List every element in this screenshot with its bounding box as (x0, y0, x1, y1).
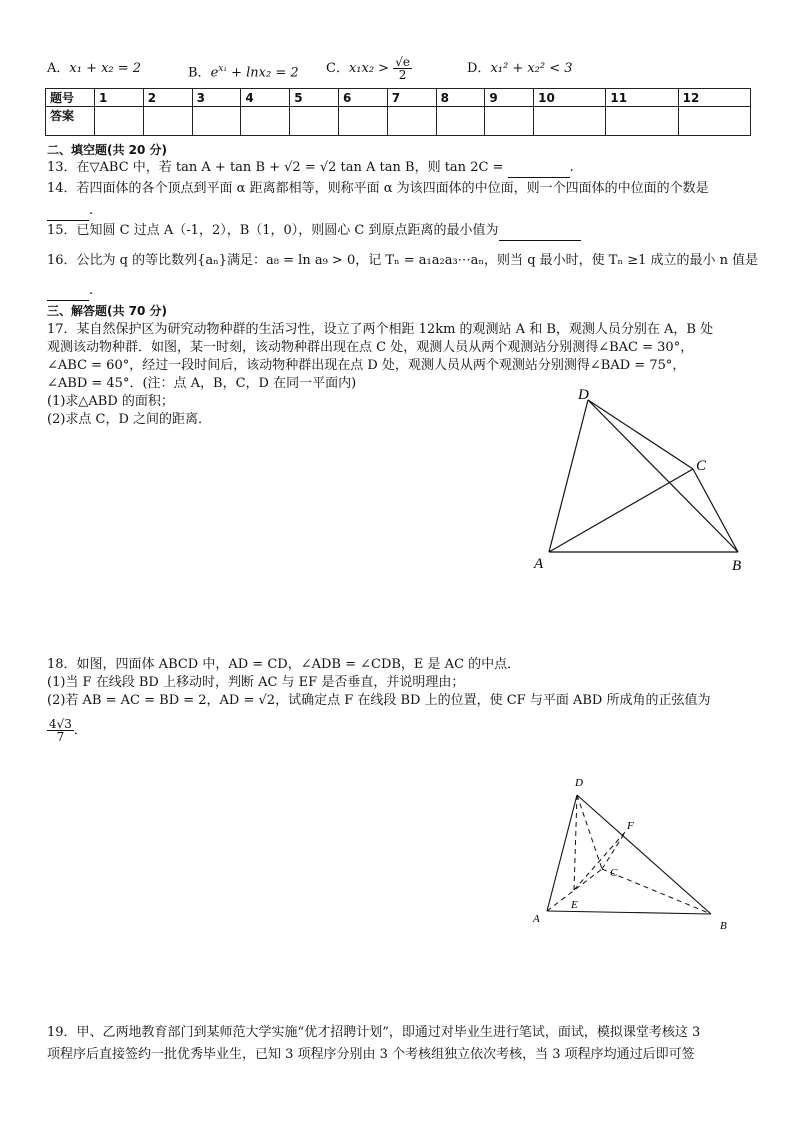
fig17-segment-dc (588, 400, 693, 469)
fig18-label-e: E (571, 899, 578, 911)
fig18-segment-de (574, 795, 577, 890)
answer-cell[interactable] (143, 107, 192, 136)
answer-cell[interactable] (290, 107, 339, 136)
table-number-cell: 1 (95, 89, 144, 107)
answer-cell[interactable] (678, 107, 750, 136)
fig18-edge-ab (547, 911, 711, 914)
option-c: C．x₁x₂ > $\frac{√e}{2}$ (326, 55, 410, 82)
answer-cell[interactable] (606, 107, 678, 136)
option-c-fraction: $\frac{√e}{2}$ (395, 55, 410, 82)
q18-fraction: $\frac{4√3}{7}$ (49, 717, 72, 744)
q16-answer-blank-line[interactable]: . (47, 282, 93, 301)
fig17-segment-cb (693, 469, 738, 552)
section-3-title: 三、解答题(共 70 分) (47, 304, 168, 318)
option-d: D．x₁² + x₂² < 3 (467, 61, 573, 76)
figure-17 (520, 384, 760, 574)
question-13: 13．在▽ABC 中，若 tan A + tan B + √2 = √2 tan A tan B，则 tan 2C = . (47, 159, 574, 178)
q18-fraction-line: $\frac{4√3}{7}$ ． (49, 717, 87, 744)
answer-cell[interactable] (241, 107, 290, 136)
option-b: B．$e^{x_1} + \ln x_2 = 2$ (188, 64, 299, 81)
question-14: 14．若四面体的各个顶点到平面 α 距离都相等，则称平面 α 为该四面体的中位面，则一个四面体的中位面的个数是 (47, 181, 709, 196)
table-number-cell: 7 (387, 89, 436, 107)
answer-cell[interactable] (95, 107, 144, 136)
answer-cell[interactable] (192, 107, 241, 136)
q17-line-3: ∠ABC = 60°，经过一段时间后，该动物种群出现在点 D 处，观测人员从两个观测站分别测得∠BAD = 75°， (47, 358, 686, 373)
q13-answer-blank[interactable] (508, 159, 570, 178)
fig17-segment-ad (549, 400, 588, 552)
fig18-edge-db (577, 795, 711, 914)
table-number-cell: 4 (241, 89, 290, 107)
fig17-segment-db (588, 400, 738, 552)
answer-table-answer-row (46, 107, 751, 136)
question-15: 15．已知圆 C 过点 A（-1，2），B（1，0），则圆心 C 到原点距离的最小值为 (47, 222, 581, 241)
answer-cell[interactable] (436, 107, 485, 136)
q19-line-2: 项程序后直接签约一批优秀毕业生，已知 3 项程序分别由 3 个考核组独立依次考核，当 3 项程序均通过后即可签 (47, 1047, 695, 1062)
section-2-title: 二、填空题(共 20 分) (47, 143, 168, 157)
answer-cell[interactable] (534, 107, 606, 136)
table-number-cell: 5 (290, 89, 339, 107)
fig18-label-c: C (610, 867, 618, 879)
fig17-segment-ac (549, 469, 693, 552)
fig18-segment-ef (574, 831, 626, 890)
question-16: 16．公比为 q 的等比数列{aₙ}满足：a₈ = ln a₉ > 0，记 Tₙ = a₁a₂a₃⋯aₙ，则当 q 最小时，使 Tₙ ≥1 成立的最小 n 值是 (47, 253, 759, 268)
fig18-label-d: D (575, 777, 583, 789)
fig18-edge-da (547, 795, 577, 911)
table-number-cell: 6 (338, 89, 387, 107)
q14-answer-blank-line[interactable]: . (47, 202, 93, 221)
table-number-cell: 8 (436, 89, 485, 107)
fig18-label-b: B (720, 920, 727, 932)
table-number-cell: 11 (606, 89, 678, 107)
q17-line-1: 17．某自然保护区为研究动物种群的生活习性，设立了两个相距 12km 的观测站 A 和 B，观测人员分别在 A，B 处 (47, 322, 714, 337)
q18-line-1: 18．如图，四面体 ABCD 中，AD = CD，∠ADB = ∠CDB，E 是 AC 的中点． (47, 657, 521, 672)
table-header-label: 题号 (46, 89, 95, 107)
q18-part-1: (1)当 F 在线段 BD 上移动时，判断 AC 与 EF 是否垂直，并说明理由； (47, 675, 465, 690)
table-answer-label: 答案 (46, 107, 95, 136)
fig17-label-a: A (534, 556, 544, 572)
fig18-segment-cf (602, 831, 626, 869)
answer-cell[interactable] (485, 107, 534, 136)
table-number-cell: 3 (192, 89, 241, 107)
q19-line-1: 19．甲、乙两地教育部门到某师范大学实施“优才招聘计划”，即通过对毕业生进行笔试，面试，模拟课堂考核这 3 (47, 1025, 701, 1040)
fig17-label-b: B (732, 558, 742, 574)
table-number-cell: 9 (485, 89, 534, 107)
fig18-label-a: A (533, 913, 540, 925)
q17-line-4: ∠ABD = 45°．(注：点 A，B，C，D 在同一平面内) (47, 376, 357, 391)
answer-table-header-row (46, 89, 751, 107)
figure-18 (525, 772, 740, 937)
table-number-cell: 10 (534, 89, 606, 107)
answer-table (45, 88, 751, 136)
q17-part-2: (2)求点 C，D 之间的距离． (47, 412, 212, 427)
fig17-label-c: C (696, 458, 707, 474)
q17-part-1: (1)求△ABD 的面积； (47, 394, 174, 409)
answer-cell[interactable] (387, 107, 436, 136)
answer-cell[interactable] (338, 107, 387, 136)
q15-answer-blank[interactable] (499, 222, 581, 241)
q17-line-2: 观测该动物种群．如图，某一时刻，该动物种群出现在点 C 处，观测人员从两个观测站分别测得∠BAC = 30°， (47, 340, 694, 355)
table-number-cell: 12 (678, 89, 750, 107)
option-a: A．x₁ + x₂ = 2 (47, 61, 142, 76)
fig17-label-d: D (578, 387, 589, 403)
q18-part-2: (2)若 AB = AC = BD = 2，AD = √2，试确定点 F 在线段 BD 上的位置，使 CF 与平面 ABD 所成角的正弦值为 (47, 693, 711, 708)
fig18-label-f: F (627, 820, 634, 832)
fig18-edge-cb (602, 869, 711, 914)
table-number-cell: 2 (143, 89, 192, 107)
